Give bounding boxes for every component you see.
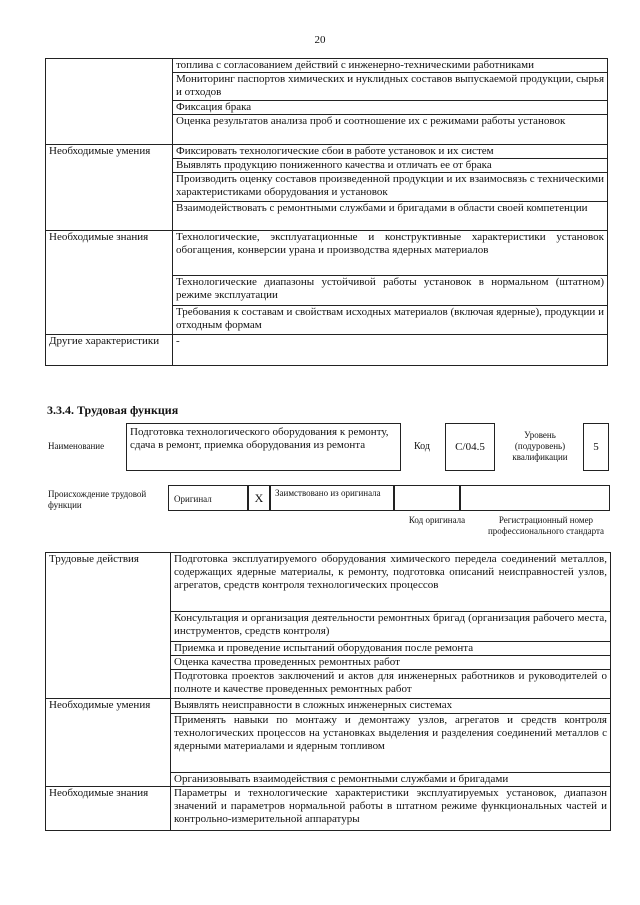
skill-item: Организовывать взаимодействия с ремонтными службами и бригадами: [171, 773, 611, 787]
labor-action-item: Оценка результатов анализа проб и соотношение их с режимами работы установок: [173, 115, 608, 145]
borrowed-cell: [270, 485, 394, 511]
labor-action-item: топлива с согласованием действий с инженерно-техническими работниками: [173, 59, 608, 73]
function-name-value: Подготовка технологического оборудования к ремонту, сдача в ремонт, приемка оборудования из ремонта: [126, 423, 401, 471]
other-characteristics-value: -: [173, 335, 608, 366]
origin-label: Происхождение трудовой функции: [48, 489, 147, 510]
row-label-other: Другие характеристики: [46, 335, 173, 366]
reg-number-cell: [460, 485, 610, 511]
borrowed-label: Заимствовано из оригинала: [275, 488, 381, 498]
labor-action-item: Подготовка эксплуатируемого оборудования химического передела соединений металлов, содержащих ядерные материалы, к ремонту, подготовка описаний неисправностей узлов, агрегатов, средств контроля технологических процессов: [171, 553, 611, 612]
code-value: С/04.5: [445, 423, 495, 471]
labor-action-item: Фиксация брака: [173, 101, 608, 115]
original-cell: [168, 485, 248, 511]
labor-action-item: Мониторинг паспортов химических и нуклидных составов выпускаемой продукции, сырья и отходов: [173, 73, 608, 101]
skill-item: Производить оценку составов произведенной продукции и их взаимосвязь с техническими характеристиками оборудования и установок: [173, 173, 608, 202]
row-label-knowledge: Необходимые знания: [46, 231, 173, 335]
row-label-skills: Необходимые умения: [46, 145, 173, 231]
labor-action-item: Подготовка проектов заключений и актов для инженерных работников и руководителей о полноте и качестве проведенных ремонтных работ: [171, 670, 611, 699]
labor-action-item: Приемка и проведение испытаний оборудования после ремонта: [171, 642, 611, 656]
knowledge-item: Требования к составам и свойствам исходных материалов (включая ядерные), продукции и отходным формам: [173, 306, 608, 335]
skill-item: Выявлять неисправности в сложных инженерных системах: [171, 699, 611, 714]
section-heading: 3.3.4. Трудовая функция: [47, 403, 179, 417]
labor-action-item: Оценка качества проведенных ремонтных работ: [171, 656, 611, 670]
competency-table-continued: [45, 58, 608, 366]
knowledge-item: Технологические, эксплуатационные и конструктивные характеристики установок обогащения, конверсии урана и производства ядерных материалов: [173, 231, 608, 276]
qualification-level-value: 5: [583, 423, 609, 471]
original-mark: X: [248, 485, 270, 511]
skill-item: Взаимодействовать с ремонтными службами и бригадами в области своей компетенции: [173, 202, 608, 231]
labor-function-table: [45, 552, 611, 831]
skill-item: Фиксировать технологические сбои в работе установок и их систем: [173, 145, 608, 159]
code-original-label: Код оригинала: [408, 515, 466, 525]
skill-item: Применять навыки по монтажу и демонтажу узлов, агрегатов и средств контроля технологических процессов на установках выделения и разделения соединений металлов с ядерными материалами и ядерным топливом: [171, 714, 611, 773]
reg-number-label: Регистрационный номер профессионального стандарта: [487, 515, 605, 536]
row-label-skills: Необходимые умения: [46, 699, 171, 787]
row-label-knowledge: Необходимые знания: [46, 787, 171, 831]
origin-row: [168, 485, 610, 511]
page-number: 20: [314, 34, 326, 46]
code-original-cell: [394, 485, 460, 511]
qualification-level-label: Уровень (подуровень) квалификации: [512, 430, 568, 462]
original-label: Оригинал: [174, 494, 212, 504]
code-label: Код: [414, 441, 430, 452]
row-label-continued: [46, 59, 173, 145]
skill-item: Выявлять продукцию пониженного качества и отличать ее от брака: [173, 159, 608, 173]
knowledge-item: Технологические диапазоны устойчивой работы установок в нормальном (штатном) режиме эксплуатации: [173, 276, 608, 306]
row-label-actions: Трудовые действия: [46, 553, 171, 699]
name-label: Наименование: [48, 441, 105, 451]
labor-action-item: Консультация и организация деятельности ремонтных бригад (организация рабочего места, инструментов, средств контроля): [171, 612, 611, 642]
knowledge-item: Параметры и технологические характеристики эксплуатируемых установок, диапазон значений и параметров нормальной работы в штатном режиме функциональных частей и контрольно-измерительной аппаратуры: [171, 787, 611, 831]
